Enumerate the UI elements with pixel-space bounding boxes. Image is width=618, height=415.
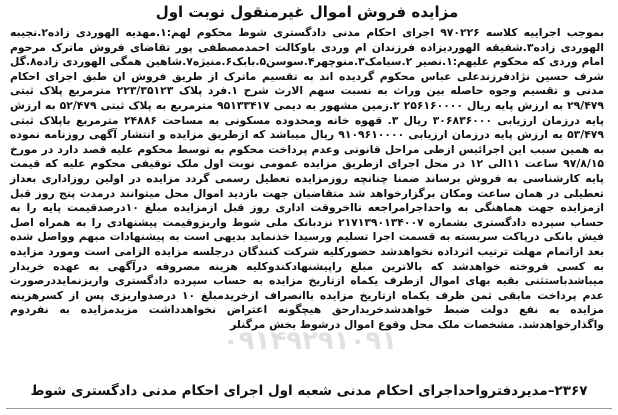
notice-signature: ۲۳۶۷–مدیردفترواحداجرای احکام مدنی شعبه اول اجرای احکام مدنی دادگستری شوط: [30, 383, 588, 399]
bottom-divider: [6, 408, 612, 409]
notice-title: مزایده فروش اموال غیرمنقول نوبت اول: [155, 3, 459, 21]
notice-paragraph: بموجب اجراییه کلاسه ۹۷۰۲۲۶ اجرای احکام مدنی دادگستری شوط محکوم لهم:۱.مهدیه الهوردی زاده۲.نجیبه الهوردی زاده۳.شفیقه الهوردیزاده فرزندان ام وردی باوکالت احمدمصطفی پور تقاضای فروش ماترک مرحوم امام وردی که محکوم علیهم:۱.نصیر ۲.سیامک۳.منوچهر۴.سوسن۵.بابک۶.منیژه۷.شاهین همگی الهوردی زاده۸.گل شرف حسین نژادفرزندعلی عباس محکوم گردیده اند به تقسیم ماترک از طریق فروش ان طبق اجرای احکام مدنی و تقسیم وجوه حاصله بین وراث به نسبت سهم الارث شرح ۱.فرد پلاک ۲۲۳/۳۵۱۲۳ مترمربع پلاک ثبتی ۲۹/۴۷۹ به ارزش پایه ریال ۲۵۶۱۶۰۰۰۰ ۲.زمین مشهور به دیمی ۹۵۱۳۳۴۱۷ مترمربع به پلاک ثبتی ۵۲/۴۷۹ به ارزش پایه درزمان ارزیابی ۳۰۶۸۳۶۰۰۰ ریال ۳. قهوه خانه ومحدوده مسکونی به مساحت ۲۴۸۸۶ مترمربع باپلاک ثبتی ۵۳/۴۷۹ به ارزش پایه درزمان ارزیابی ۹۱۰۹۶۱۰۰۰۰ ریال میباشد که ازطریق مزایده و انتشار آگهی روزنامه نموده به همین سبب این اجرائیس ازطی مراحل قانونی وعدم پرداخت محکوم به توسط محکوم علیه قصد دارد در مورخ ۹۷/۸/۱۵ ساعت ۱۱الی ۱۲ در محل اجرای ازطریق مزایده عمومی نوبت اول ملک توقیفی محکوم علیه که قیمت پایه کارشناسی به فروش برساند ضمنا چنانچه روزمزایده تعطیل رسمی گردد مزایده در اولین روزاداری بعداز تعطیلی در همان ساعت ومکان برگزارخواهد شد متقاضیان جهت بازدید اموال محل میتوانند درمدت پنج روز قبل ازمزایده جهت هماهنگی به واحداجرامراجعه تااخروقت اداری روز قبل ازمزایده مبلغ ۱۰درصدقیمت پایه را به حساب سپرده دادگستری بشماره ۲۱۷۱۳۹۰۱۳۴۰۰۷ نزدبانک ملی شوط واربزوقیمت پیشنهادی را به همراه اصل فیش بانکی درپاکت سربسته به قسمت اجرا تسلیم ورسیدا خذنماید بدیهی است به پیشنهادات مبهم وواصل شده بعد ازاتمام مهلت ترتیب اثرداده نخواهدشد حضورکلیه شرکت کنندگان درجلسه مزایده الزامی است ومورد مزایده به کسی فروخته خواهدشد که بالاترین مبلغ راپیشنهادکندوکلیه هزینه مصروفه درآگهی به عهده خریدار میباشدباستثنی بقیه بهای اموال ازطرف یکماه ازتاریخ مزایده به حساب سپرده دادگستری واریزنمایددرصورت عدم پرداخت مابقی ثمن ظرف یکماه ازتاریخ مزایده باانصراف ازخریدمبلغ ۱۰ درصدواریزی پس از کسرهزینه مزایده به نفع دولت ضبط خواهدشدخریدارحق هیچگونه اعتراض نخواهدداشت مزیدمزایده به نفردوم واگذارخواهدشد. مشخصات ملک محل وقوع اموال درشوط بخش مرگنلر: [10, 26, 605, 331]
auction-notice: [4, 2, 610, 407]
phone-watermark: ۰۹۱۴۹۲۹۱۰۹۱: [222, 326, 398, 356]
notice-body: [10, 26, 604, 332]
